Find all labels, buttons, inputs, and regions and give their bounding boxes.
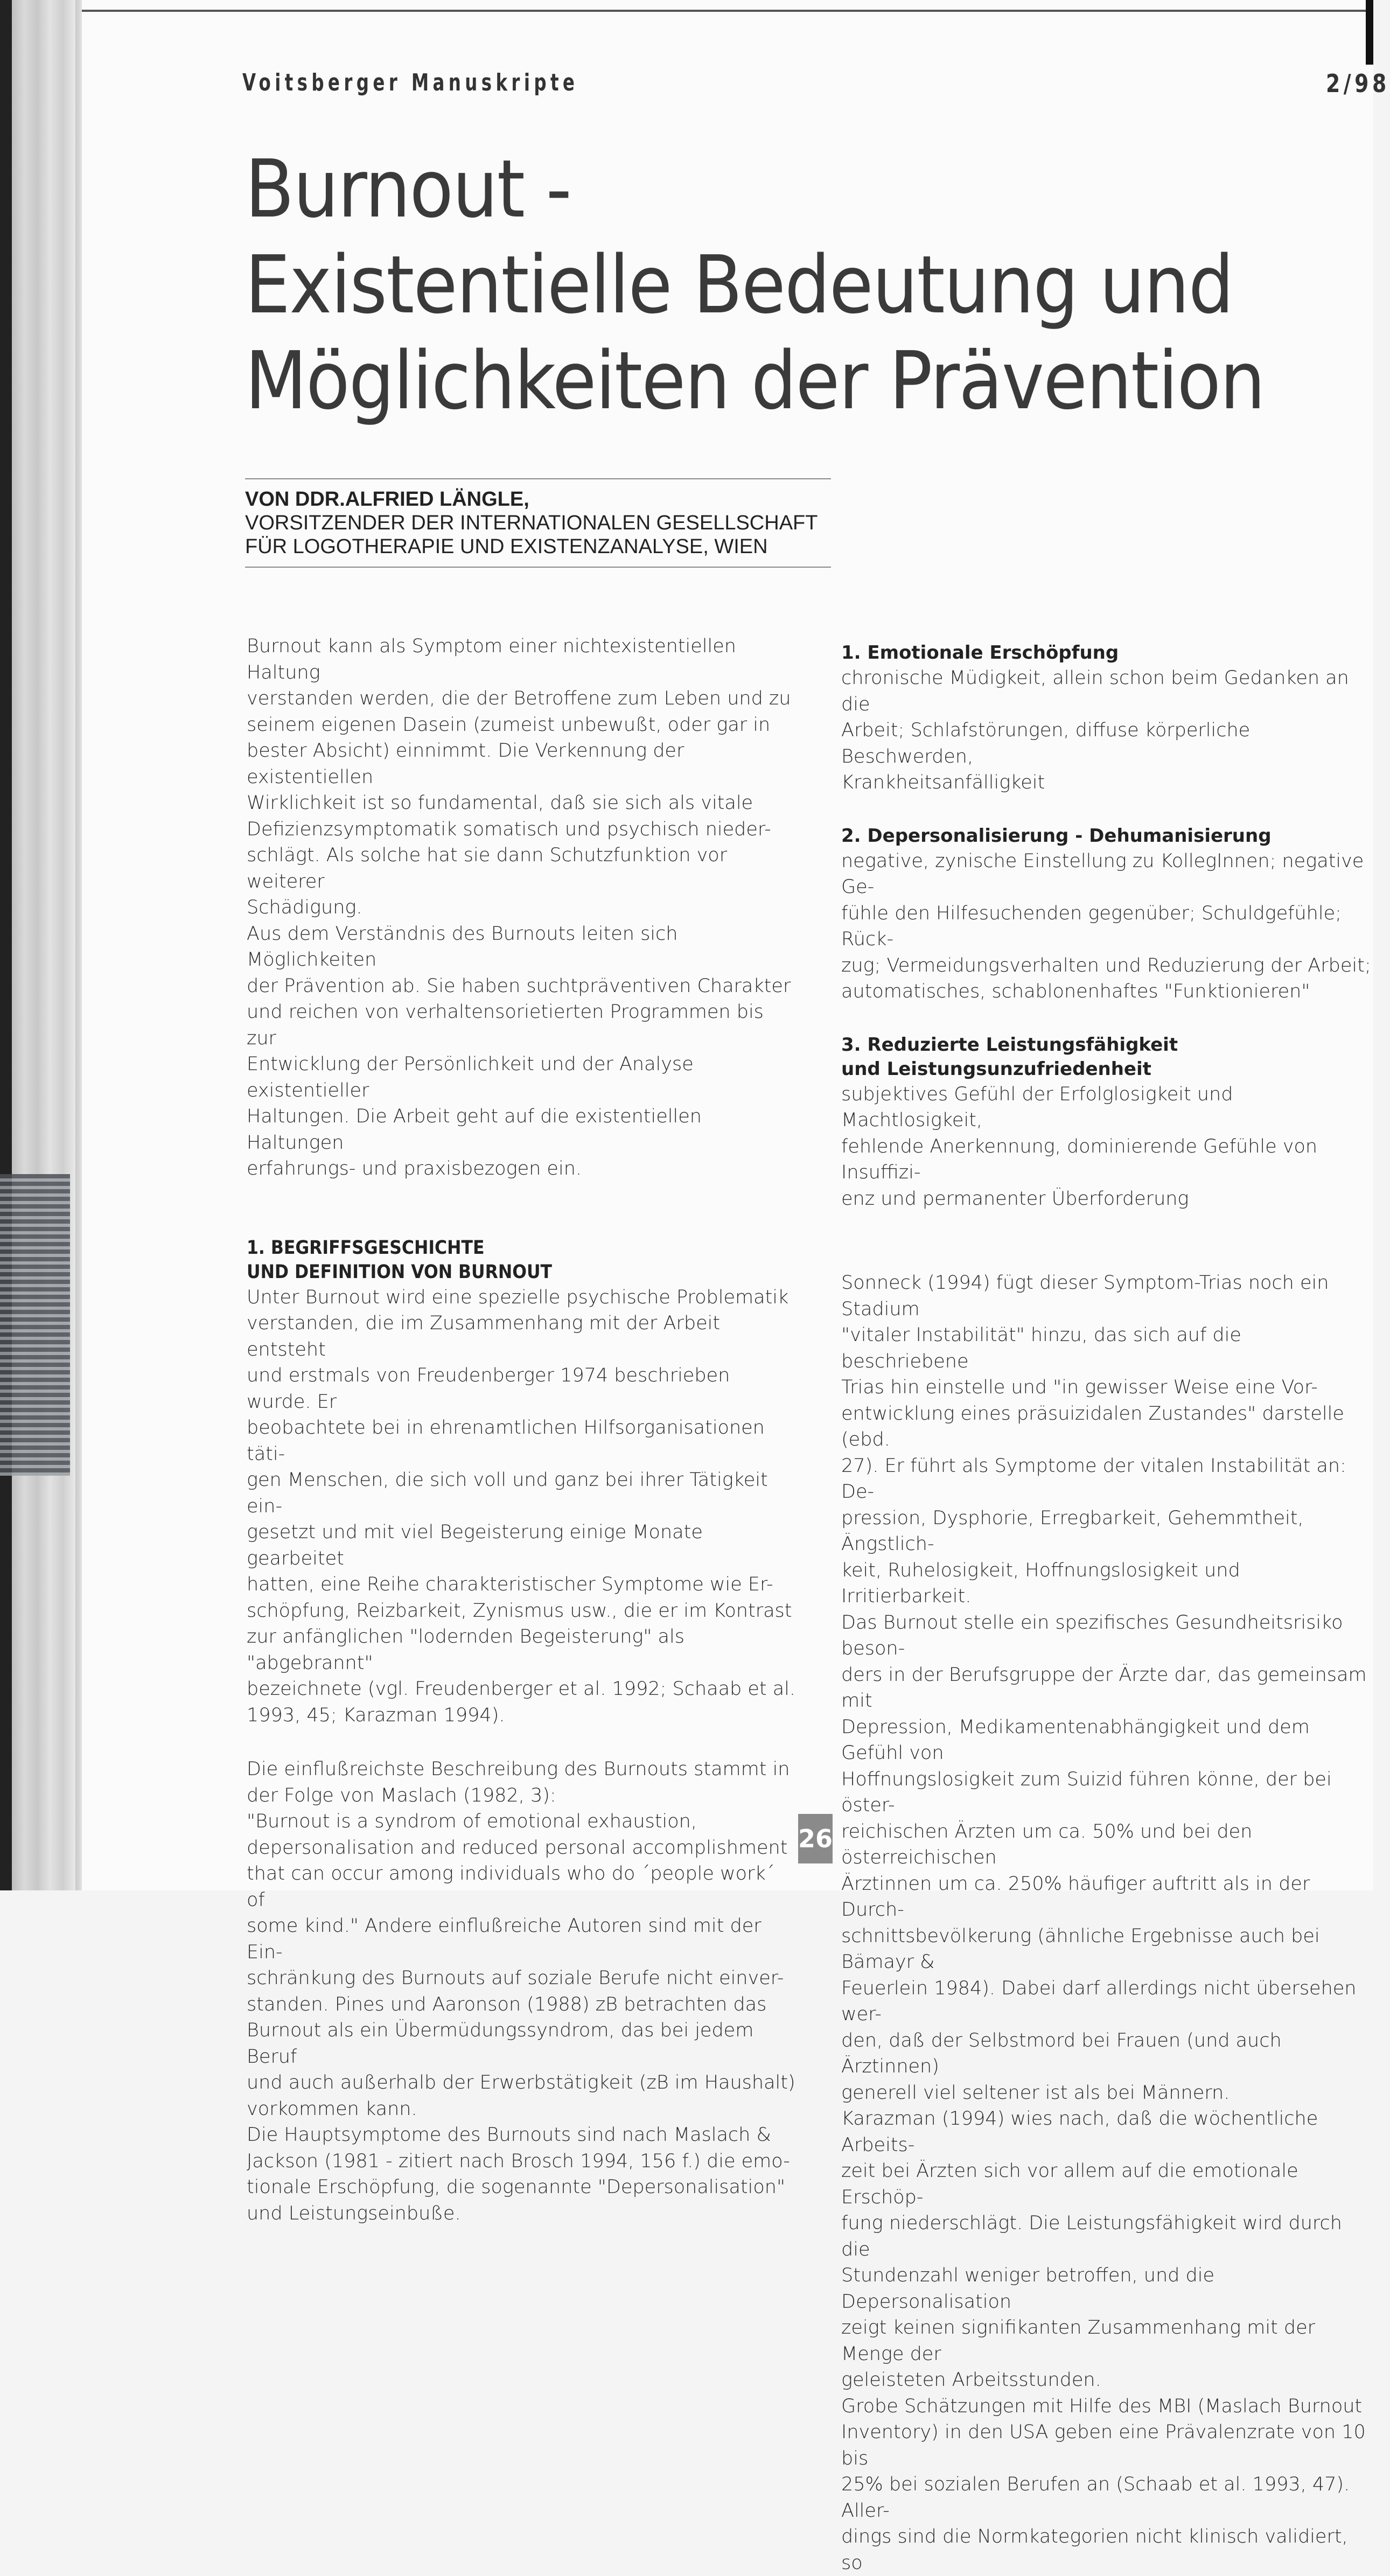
text-line: Die Hauptsymptome des Burnouts sind nach Maslach &: [247, 2124, 771, 2146]
text-line: "vitaler Instabilität" hinzu, das sich auf die beschriebene: [841, 1324, 1241, 1372]
text-line: Hoffnungslosigkeit zum Suizid führen könne, der bei öster-: [841, 1768, 1332, 1816]
text-line: Arbeit; Schlafstörungen, diffuse körperliche Beschwerden,: [841, 720, 1251, 767]
text-line: 27). Er führt als Symptome der vitalen Instabilität an: De-: [841, 1455, 1346, 1503]
text-line: Feuerlein 1984). Dabei darf allerdings nicht übersehen wer-: [841, 1977, 1357, 2025]
text-line: zeigt keinen signifikanten Zusammenhang mit der Menge der: [841, 2317, 1316, 2365]
text-line: bester Absicht) einnimmt. Die Verkennung der existentiellen: [247, 740, 684, 788]
spacer: [841, 796, 1374, 824]
byline-rule-top: [245, 478, 831, 479]
text-line: Burnout kann als Symptom einer nichtexistentiellen Haltung: [247, 636, 736, 683]
spacer: [841, 1005, 1374, 1033]
author-role: VORSITZENDER DER INTERNATIONALEN GESELLSCHAFT: [245, 512, 818, 534]
text-line: "Burnout is a syndrom of emotional exhaustion,: [247, 1811, 697, 1832]
text-line: Inventory) in den USA geben eine Prävalenzrate von 10 bis: [841, 2421, 1366, 2469]
section-heading-line: UND DEFINITION VON BURNOUT: [247, 1261, 553, 1283]
text-line: Das Burnout stelle ein spezifisches Gesundheitsrisiko beson-: [841, 1611, 1343, 1659]
right-column: [841, 641, 1374, 2576]
symptom-heading: 3. Reduzierte Leistungsfähigkeit: [841, 1034, 1178, 1056]
right-body: [841, 1270, 1374, 2576]
stacked-page-edges: [12, 0, 75, 1890]
spacer: [247, 1182, 796, 1236]
text-line: und auch außerhalb der Erwerbstätigkeit (zB im Haushalt): [247, 2072, 795, 2093]
text-line: den, daß der Selbstmord bei Frauen (und auch Ärztinnen): [841, 2029, 1282, 2077]
text-line: reichischen Ärzten um ca. 50% und bei den österreichischen: [841, 1820, 1253, 1868]
abstract: [247, 633, 796, 1182]
text-line: zur anfänglichen "lodernden Begeisterung" als "abgebrannt": [247, 1626, 684, 1674]
text-line: Ärztinnen um ca. 250% häufiger auftritt als in der Durch-: [841, 1873, 1310, 1921]
text-line: dings sind die Normkategorien nicht klinisch validiert, so: [841, 2526, 1348, 2574]
text-line: und reichen von verhaltensorietierten Programmen bis zur: [247, 1001, 764, 1049]
byline: [245, 487, 837, 559]
text-line: Trias hin einstelle und "in gewisser Weise eine Vor-: [841, 1377, 1318, 1398]
journal-name: Voitsberger Manuskripte: [242, 69, 579, 96]
text-line: verstanden werden, die der Betroffene zum Leben und zu: [247, 688, 791, 709]
text-line: vorkommen kann.: [247, 2098, 417, 2120]
symptom-heading: und Leistungsunzufriedenheit: [841, 1058, 1151, 1080]
text-line: gesetzt und mit viel Begeisterung einige Monate gearbeitet: [247, 1521, 703, 1569]
symptom-heading: 2. Depersonalisierung - Dehumanisierung: [841, 825, 1272, 847]
text-line: fung niederschlägt. Die Leistungsfähigkeit wird durch die: [841, 2212, 1342, 2260]
text-line: pression, Dysphorie, Erregbarkeit, Gehemmtheit, Ängstlich-: [841, 1507, 1304, 1555]
spacer: [841, 1212, 1374, 1270]
text-line: chronische Müdigkeit, allein schon beim Gedanken an die: [841, 667, 1349, 715]
text-line: Schädigung.: [247, 897, 362, 918]
top-edge-line: [82, 10, 1373, 12]
page-edge-band: [0, 1174, 70, 1476]
text-line: bezeichnete (vgl. Freudenberger et al. 1992; Schaab et al.: [247, 1678, 796, 1700]
binding-shadow: [0, 0, 12, 1890]
text-line: Burnout als ein Übermüdungssyndrom, das bei jedem Beruf: [247, 2020, 754, 2068]
text-line: standen. Pines und Aaronson (1988) zB betrachten das: [247, 1993, 767, 2015]
text-line: Stundenzahl weniger betroffen, und die Depersonalisation: [841, 2265, 1214, 2313]
text-line: fühle den Hilfesuchenden gegenüber; Schuldgefühle; Rück-: [841, 902, 1342, 950]
section-heading: [247, 1236, 796, 1284]
text-line: geleisteten Arbeitsstunden.: [841, 2369, 1101, 2391]
text-line: der Folge von Maslach (1982, 3):: [247, 1784, 556, 1806]
text-line: hatten, eine Reihe charakteristischer Symptome wie Er-: [247, 1574, 773, 1595]
text-line: schöpfung, Reizbarkeit, Zynismus usw., die er im Kontrast: [247, 1600, 792, 1622]
text-line: Unter Burnout wird eine spezielle psychische Problematik: [247, 1286, 789, 1308]
text-line: gen Menschen, die sich voll und ganz bei ihrer Tätigkeit ein-: [247, 1469, 768, 1517]
text-line: Jackson (1981 - zitiert nach Brosch 1994, 156 f.) die emo-: [247, 2150, 790, 2172]
title-line: Möglichkeiten der Prävention: [245, 334, 1265, 427]
maslach-paragraph: [247, 1756, 796, 2226]
byline-rule-bottom: [245, 567, 831, 568]
text-line: fehlende Anerkennung, dominierende Gefühle von Insuffizi-: [841, 1135, 1318, 1183]
text-line: verstanden, die im Zusammenhang mit der Arbeit entsteht: [247, 1313, 721, 1360]
text-line: that can occur among individuals who do ´people work´ of: [247, 1863, 775, 1911]
title-line: Existentielle Bedeutung und: [245, 239, 1233, 331]
author-name: VON DDR.ALFRIED LÄNGLE,: [245, 488, 529, 511]
text-line: Sonneck (1994) fügt dieser Symptom-Trias noch ein Stadium: [841, 1272, 1329, 1320]
text-line: negative, zynische Einstellung zu KollegInnen; negative Ge-: [841, 850, 1364, 898]
text-line: und Leistungseinbuße.: [247, 2202, 461, 2224]
text-line: enz und permanenter Überforderung: [841, 1188, 1189, 1210]
text-line: Haltungen. Die Arbeit geht auf die existentiellen Haltungen: [247, 1106, 702, 1154]
text-line: tionale Erschöpfung, die sogenannte "Depersonalisation": [247, 2176, 786, 2198]
text-line: ders in der Berufsgruppe der Ärzte dar, das gemeinsam mit: [841, 1664, 1367, 1712]
text-line: schnittsbevölkerung (ähnliche Ergebnisse auch bei Bämayr &: [841, 1925, 1320, 1973]
left-column: [247, 633, 796, 2226]
text-line: beobachtete bei in ehrenamtlichen Hilfsorganisationen täti-: [247, 1417, 765, 1465]
text-line: Die einflußreichste Beschreibung des Burnouts stammt in: [247, 1758, 790, 1780]
spacer: [247, 1728, 796, 1756]
text-line: depersonalisation and reduced personal accomplishment: [247, 1837, 788, 1859]
text-line: zug; Vermeidungsverhalten und Reduzierung der Arbeit;: [841, 954, 1371, 976]
text-line: 1993, 45; Karazman 1994).: [247, 1704, 505, 1726]
text-line: schlägt. Als solche hat sie dann Schutzfunktion vor weiterer: [247, 844, 728, 892]
section-heading-line: 1. BEGRIFFSGESCHICHTE: [247, 1237, 485, 1259]
text-line: Defizienzsymptomatik somatisch und psychisch nieder-: [247, 818, 771, 840]
section-body: [247, 1284, 796, 1729]
text-line: some kind." Andere einflußreiche Autoren sind mit der Ein-: [247, 1915, 762, 1963]
title-line: Burnout -: [245, 143, 571, 235]
text-line: automatisches, schablonenhaftes "Funktionieren": [841, 981, 1310, 1002]
text-line: Wirklichkeit ist so fundamental, daß sie sich als vitale: [247, 792, 753, 814]
text-line: und erstmals von Freudenberger 1974 beschrieben wurde. Er: [247, 1365, 730, 1413]
text-line: keit, Ruhelosigkeit, Hoffnungslosigkeit und Irritierbarkeit.: [841, 1559, 1240, 1607]
right-edge-mark: [1366, 0, 1373, 65]
text-line: der Prävention ab. Sie haben suchtpräventiven Charakter: [247, 975, 791, 997]
article-title: [245, 141, 1265, 429]
text-line: entwicklung eines präsuizidalen Zustandes" darstelle (ebd.: [841, 1402, 1344, 1450]
text-line: Grobe Schätzungen mit Hilfe des MBI (Maslach Burnout: [841, 2395, 1363, 2417]
text-line: 25% bei sozialen Berufen an (Schaab et al. 1993, 47). Aller-: [841, 2474, 1350, 2522]
text-line: schränkung des Burnouts auf soziale Berufe nicht einver-: [247, 1967, 784, 1989]
text-line: Depression, Medikamentenabhängigkeit und dem Gefühl von: [841, 1716, 1310, 1764]
text-line: Krankheitsanfälligkeit: [841, 772, 1045, 793]
text-line: Aus dem Verständnis des Burnouts leiten sich Möglichkeiten: [247, 923, 678, 971]
text-line: Entwicklung der Persönlichkeit und der Analyse existentieller: [247, 1053, 694, 1101]
issue-number: 2/98: [1326, 69, 1390, 98]
text-line: seinem eigenen Dasein (zumeist unbewußt, oder gar in: [247, 714, 771, 736]
text-line: subjektives Gefühl der Erfolglosigkeit und Machtlosigkeit,: [841, 1083, 1233, 1131]
text-line: generell viel seltener ist als bei Männern.: [841, 2082, 1230, 2104]
page-number: 26: [798, 1814, 833, 1863]
text-line: zeit bei Ärzten sich vor allem auf die emotionale Erschöp-: [841, 2160, 1298, 2208]
text-line: Karazman (1994) wies nach, daß die wöchentliche Arbeits-: [841, 2108, 1318, 2156]
author-role: FÜR LOGOTHERAPIE UND EXISTENZANALYSE, WIEN: [245, 535, 768, 558]
symptom-heading: 1. Emotionale Erschöpfung: [841, 642, 1119, 664]
text-line: erfahrungs- und praxisbezogen ein.: [247, 1158, 582, 1179]
